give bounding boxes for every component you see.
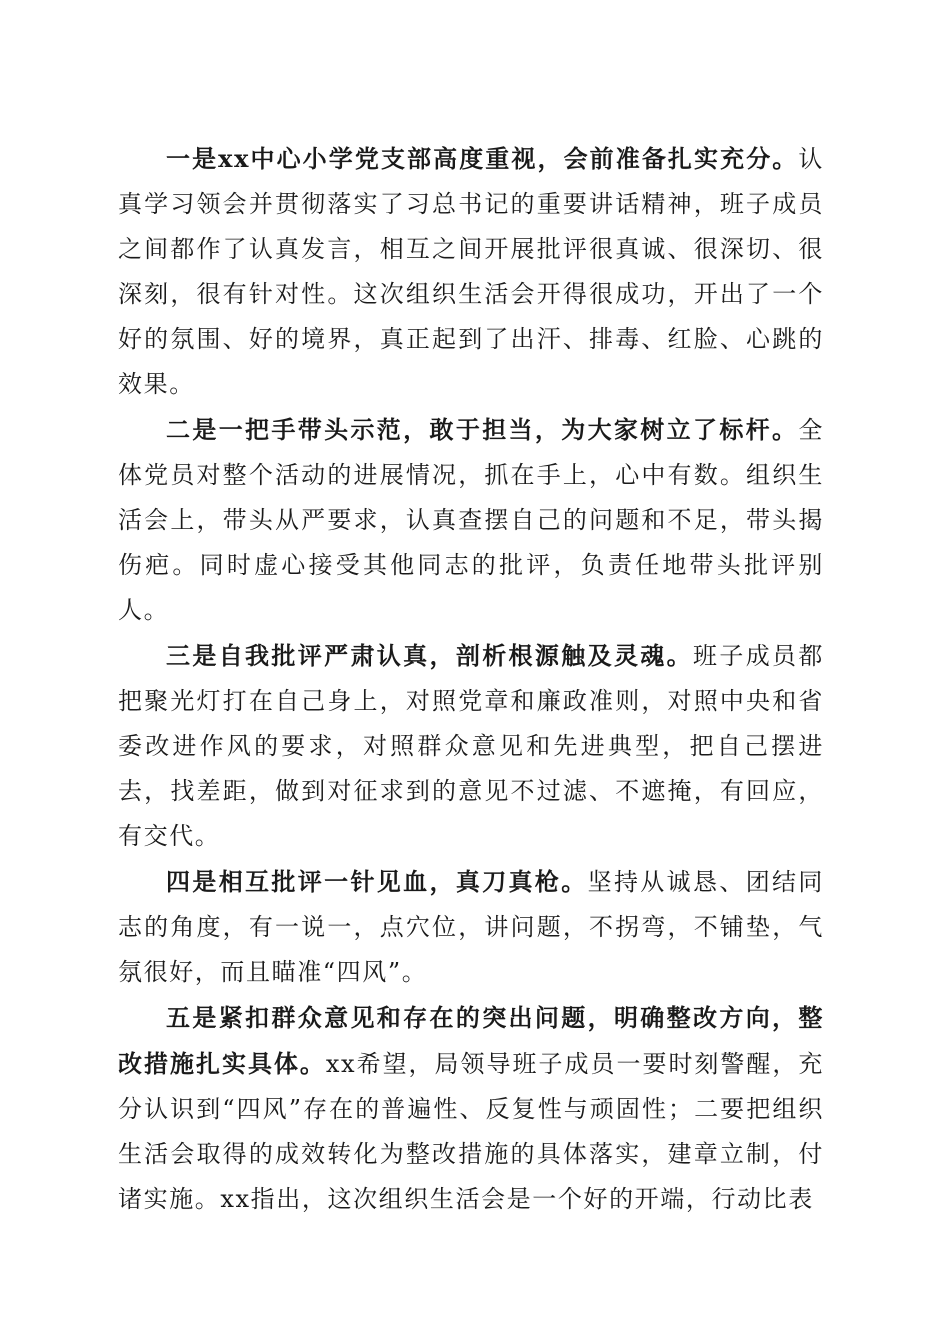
paragraph-2-body: 全体党员对整个活动的进展情况，抓在手上，心中有数。组织生活会上，带头从严要求，认真查摆自己的问题和不足，带头揭伤疤。同时虚心接受其他同志的批评，负责任地带头批评别人。 xyxy=(118,416,824,624)
paragraph-1 xyxy=(118,136,824,407)
paragraph-5-lead: 五是紧扣群众意见和存在的突出问题，明确整改方向，整改措施扎实具体。 xyxy=(118,1003,824,1078)
paragraph-3-body: 班子成员都把聚光灯打在自己身上，对照党章和廉政准则，对照中央和省委改进作风的要求，对照群众意见和先进典型，把自己摆进去，找差距，做到对征求到的意见不过滤、不遮掩，有回应，有交代。 xyxy=(118,642,824,850)
paragraph-2 xyxy=(118,407,824,633)
paragraph-3-lead: 三是自我批评严肃认真，剖析根源触及灵魂。 xyxy=(166,641,693,670)
paragraph-3 xyxy=(118,633,824,859)
paragraph-1-body: 认真学习领会并贯彻落实了习总书记的重要讲话精神，班子成员之间都作了认真发言，相互之间开展批评很真诚、很深切、很深刻，很有针对性。这次组织生活会开得很成功，开出了一个好的氛围、好的境界，真正起到了出汗、排毒、红脸、心跳的效果。 xyxy=(118,145,824,398)
paragraph-5-body: xx希望，局领导班子成员一要时刻警醒，充分认识到“四风”存在的普遍性、反复性与顽固性；二要把组织生活会取得的成效转化为整改措施的具体落实，建章立制，付诸实施。xx指出，这次组织生活会是一个好的开端，行动比表 xyxy=(118,1050,824,1213)
paragraph-4-lead: 四是相互批评一针见血，真刀真枪。 xyxy=(166,867,588,896)
paragraph-5 xyxy=(118,995,824,1222)
paragraph-2-lead: 二是一把手带头示范，敢于担当，为大家树立了标杆。 xyxy=(166,415,799,444)
paragraph-4 xyxy=(118,859,824,995)
document-body xyxy=(118,136,824,1222)
paragraph-1-lead: 一是xx中心小学党支部高度重视，会前准备扎实充分。 xyxy=(166,144,799,173)
paragraph-4-body: 坚持从诚恳、团结同志的角度，有一说一，点穴位，讲问题，不拐弯，不铺垫，气氛很好，而且瞄准“四风”。 xyxy=(118,868,824,986)
